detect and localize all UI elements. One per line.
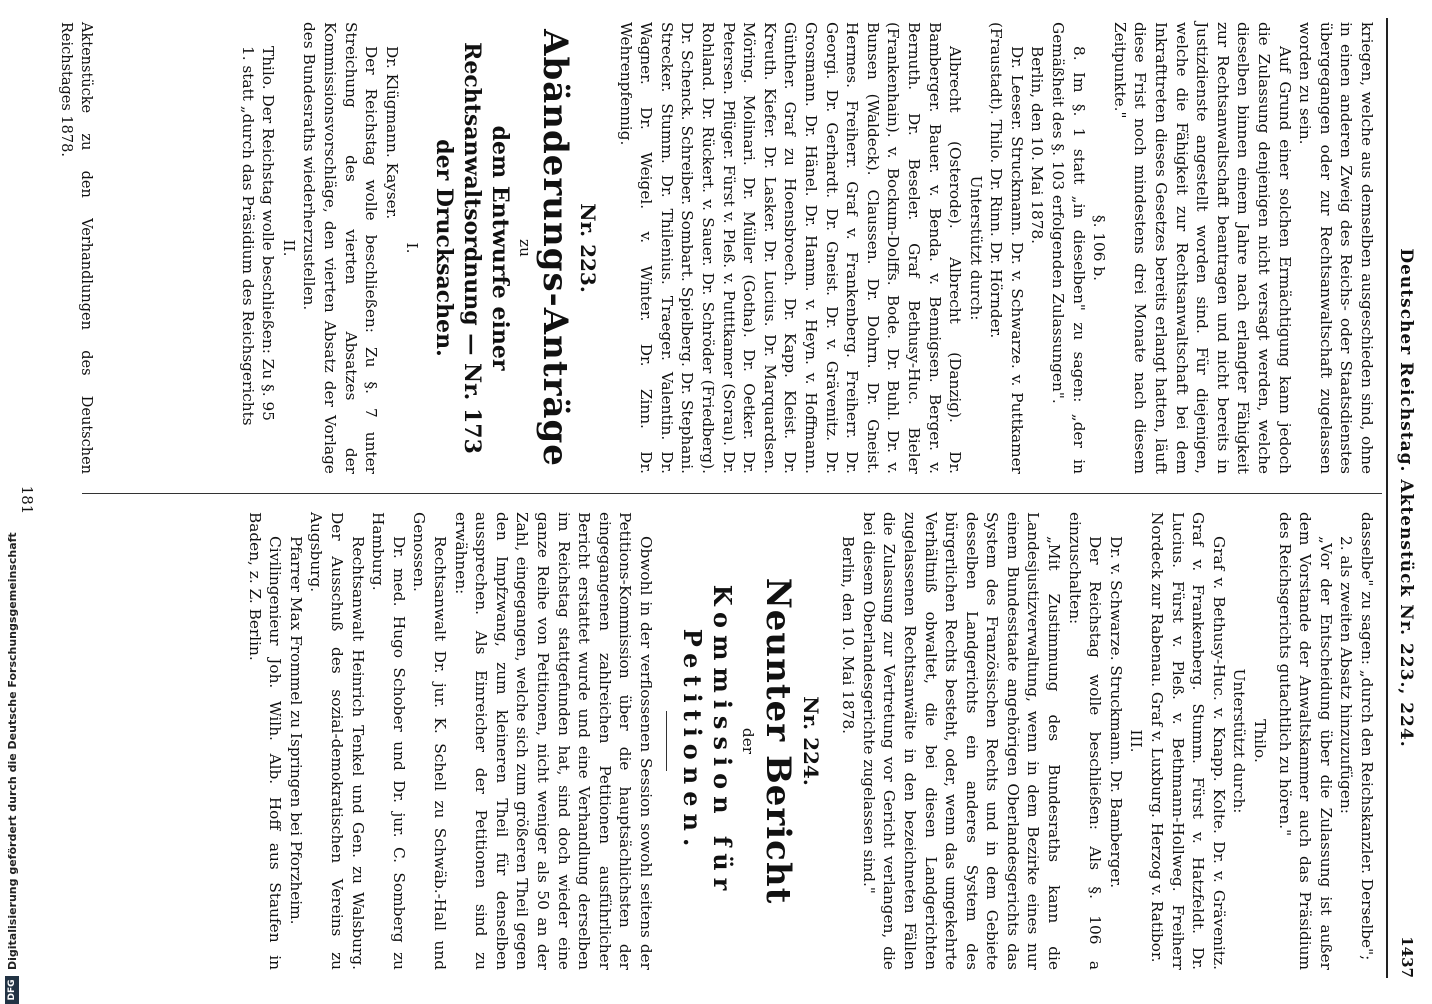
credit-text: Digitalisierung gefördert durch die Deutsche Forschungsgemeinschaft [6,532,19,970]
connector-word: der [738,727,757,755]
document-subtitle: dem Entwurfe einer Rechtsanwaltsordnung — Nr. 173 der Drucksachen. [431,42,514,454]
document-title: Neunter Bericht [757,577,798,905]
paragraph: Der Reichstag wolle beschließen: Als §. 106 a einzuschalten: [1065,512,1105,970]
header-rule [1386,18,1388,978]
signatories: Thilo. [1251,719,1270,763]
support-label: Unterstützt durch: [966,175,985,321]
page-number: 1437 [1398,936,1416,978]
left-column [237,22,1377,474]
dfg-logo-icon: DFG [5,976,19,1004]
petitioner-entry: Civilingenieur Joh. Wilh. Alb. Hoff aus Staufen in Baden, z. Z. Berlin. [245,512,285,970]
roman-numeral: III. [1127,729,1146,753]
paragraph: kriegen, welche aus demselben ausgeschieden sind, ohne in einen anderen Zweig des Reichs- oder Staatsdienstes übergegangen oder zur Rechtsanwaltschaft zugelassen worden zu sein. [1296,22,1376,474]
paragraph: „Mit Zustimmung des Bundesraths kann die Landesjustizverwaltung, wenn in dem Bezirke eines nur einem Bundesstaate angehörigen Oberlandesgerichts das System des Französischen Rechts und in dem Gebiete desselben Landgerichts ein anderes System des bürgerlichen Rechts besteht, oder, wenn das umgekehrte Verhältniß obwaltet, die bei diesen Landgerichten zugelassenen Rechtsanwälte in den bezeichneten Fällen die Zulassung zur Vertretung vor Gericht verlangen, die bei diesem Oberlandesgerichte zugelassen sind." [859,512,1064,970]
petitioner-entry: Pfarrer Max Frommel zu Ispringen bei Pforzheim. [286,536,305,925]
supporters: Albrecht (Osterode). Albrecht (Danzig). Dr. Bamberger. Bauer. v. Benda. v. Bennigsen. Berger. v. Bernuth. Dr. Beseler. Graf Bethusy-Huc. Bieler (Frankenhain). v. Bockum-Dolffs. Bode. Dr. Buhl. Dr. v. Bunsen (Waldeck). Claussen. Dr. Dohrn. Dr. Gneist. Hermes. Freiherr. Graf v. Frankenberg. Freiherr. Dr. Georgi. Dr. Gerhardt. Dr. Gneist. Dr. v. Grävenitz. Dr. Grosmann. Dr. Hänel. Dr. Hamm. v. Heyn. v. Hoffmann. Günther. Graf zu Hoensbroech. Dr. Kapp. Kleist. Dr. Kreuth. Kiefer. Dr. Lasker. Dr. Lucius. Dr. Marquardsen. Möring. Molinari. Dr. Müller (Gotha). Dr. Oetker. Dr. Petersen. Pflüger. Fürst v. Pleß. v. Putttkamer (Sorau). Dr. Rohland. Dr. Rückert. v. Sauer. Dr. Schröder (Friedberg). Dr. Schenck. Schreiber. Sombart. Spielberg. Dr. Stephani. Strecker. Stumm. Dr. Thilenius. Traeger. Valentin. Dr. Wagner. Dr. Weigel. v. Winter. Dr. Zinn. Dr. Wehrenpfennig. [616,22,965,474]
paragraph: Obwohl in der verflossenen Session sowohl seitens der Petitions-Kommission über die hauptsächlichsten der eingegangenen zahlreichen Petitionen ausführlicher Bericht erstattet wurde und eine Verhandlung derselben im Reichstag stattgefunden hat, sind doch wieder eine ganze Reihe von Petitionen, nicht weniger als 50 an der Zahl, eingegangen, welche sich zum größeren Theil gegen den Impfzwang, zum kleineren Theil für denselben aussprechen. Als Einreicher der Petitionen sind zu erwähnen: [451,512,655,970]
column-divider [82,493,1382,494]
document-number: Nr. 223. [576,203,601,293]
petitioner-entry: Rechtsanwalt Dr. jur. K. Schell zu Schwäb.-Hall und Genossen. [410,512,450,970]
right-column [244,512,1377,970]
support-label: Unterstützt durch: [1230,668,1249,814]
signatories: Dr. Leeser. Struckmann. Dr. v. Schwarze. v. Puttkamer (Fraustadt). Thilo. Dr. Rinn. Dr. Hörnder. [987,22,1026,474]
section-heading: §. 106 b. [1090,214,1109,282]
paragraph: 1. statt „durch das Präsidium des Reichsgerichts [238,46,257,426]
document-title: Abänderungs-Anträge [535,29,576,467]
separator-rule [666,711,667,771]
bottom-line: Aktenstücke zu den Verhandlungen des Deutschen Reichstages 1878. [58,22,94,474]
paragraph: 8. Im §. 1 statt „in dieselben" zu sagen: „der in Gemäßheit des §. 103 erfolgenden Zulassungen". [1049,22,1088,474]
paragraph: Auf Grund einer solchen Ermächtigung kann jedoch die Zulassung denjenigen nicht versagt werden, welche dieselben binnen einem Jahre nach erlangter Fähigkeit zur Rechtsanwaltschaft beantragen und nicht bereits in Justizdienste angestellt worden sind. Für diejenigen, welche die Fähigkeit zur Rechtsanwaltschaft bei dem Inkrafttreten dieses Gesetzes bereits erlangt hatten, läuft diese Frist noch mindestens drei Monate nach diesem Zeitpunkte." [1110,22,1294,474]
header-title: Deutscher Reichstag. Aktenstück Nr. 223., 224. [1396,248,1416,748]
running-header [1392,18,1416,978]
petitioner-entry: Rechtsanwalt Heinrich Tenkel und Gen. zu Walsburg. Der Ausschuß des sozial-demokratischen Vereins zu Augsburg. [307,512,367,970]
signatories: Dr. Klügmann. Kayser. [382,46,401,220]
digitization-credit [5,4,23,1004]
connector-word: zu [516,239,535,257]
date-line: Berlin, den 10. Mai 1878. [1028,46,1047,245]
document-number: Nr. 224. [798,696,823,786]
paragraph: Thilo. Der Reichstag wolle beschließen: Zu §. 95 [259,46,278,421]
signature-number: 181 [18,485,36,515]
signatories: Dr. v. Schwarze. Struckmann. Dr. Bamberger. [1106,536,1125,889]
paragraph: 2. als zweiten Absatz hinzuzufügen: [1337,536,1356,814]
supporters: Graf v. Bethusy-Huc. v. Knapp. Kolte. Dr. v. Grävenitz. Graf v. Frankenberg. Stumm. Fürst v. Hatzfeldt. Dr. Lucius. Fürst v. Pleß. v. Bethmann-Hollweg. Freiherr Nordeck zur Rabenau. Graf v. Luxburg. Herzog v. Ratibor. [1148,512,1228,970]
date-line: Berlin, den 10. Mai 1878. [839,536,858,735]
petitioner-entry: Dr. med. Hugo Schober und Dr. jur. C. Somberg zu Hamburg. [369,512,408,970]
paragraph: Der Reichstag wolle beschließen: Zu §. 7 unter Streichung des vierten Absatzes der Kommissionsvorschläge, den vierten Absatz der Vorlage des Bundesraths wiederherzustellen. [300,22,381,474]
document-subtitle: Kommission für Petitionen. [677,584,737,898]
roman-numeral: I. [403,242,422,254]
paragraph: dasselbe" zu sagen: „durch den Reichskanzler. Derselbe"; [1358,512,1376,961]
paragraph: „Vor der Entscheidung über die Zulassung ist außer dem Vorstande der Anwaltskammer auch das Präsidium des Reichsgerichts gutachtlich zu hören." [1275,512,1335,970]
roman-numeral: II. [279,239,298,257]
